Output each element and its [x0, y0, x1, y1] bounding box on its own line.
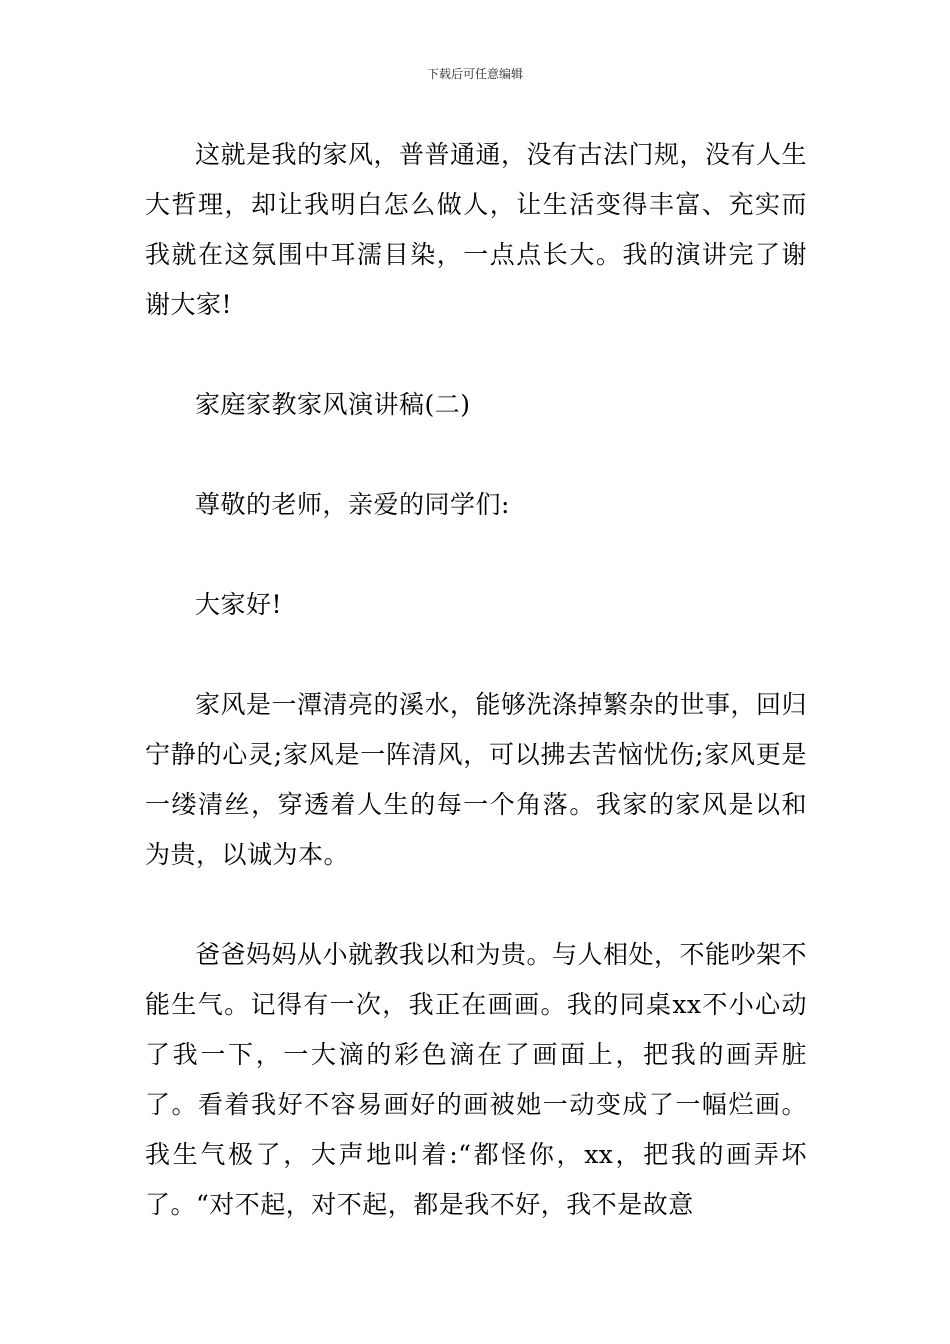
paragraph-gap — [145, 630, 807, 680]
section-title: 家庭家教家风演讲稿(二) — [195, 390, 471, 419]
paragraph-gap — [145, 530, 807, 580]
paragraph-gap — [145, 880, 807, 930]
paragraph-closing: 这就是我的家风，普普通通，没有古法门规，没有人生大哲理，却让我明白怎么做人，让生活变得丰富、充实而我就在这氛围中耳濡目染，一点点长大。我的演讲完了谢谢大家! — [145, 140, 808, 319]
header-note: 下载后可任意编辑 — [426, 67, 523, 81]
paragraph-story: 爸爸妈妈从小就教我以和为贵。与人相处，不能吵架不能生气。记得有一次，我正在画画。我的同桌xx不小心动了我一下，一大滴的彩色滴在了画面上，把我的画弄脏了。看着我好不容易画好的画被她一动变成了一幅烂画。我生气极了，大声地叫着:“都怪你，xx，把我的画弄坏了。“对不起，对不起，都是我不好，我不是故意 — [145, 940, 808, 1219]
salutation: 尊敬的老师，亲爱的同学们: — [195, 490, 510, 519]
paragraph-gap — [145, 330, 807, 380]
greeting: 大家好! — [195, 590, 283, 619]
document-body — [145, 130, 807, 1230]
paragraph-gap — [145, 430, 807, 480]
paragraph-family-style: 家风是一潭清亮的溪水，能够洗涤掉繁杂的世事，回归宁静的心灵;家风是一阵清风，可以拂去苦恼忧伤;家风更是一缕清丝，穿透着人生的每一个角落。我家的家风是以和为贵，以诚为本。 — [145, 690, 808, 869]
